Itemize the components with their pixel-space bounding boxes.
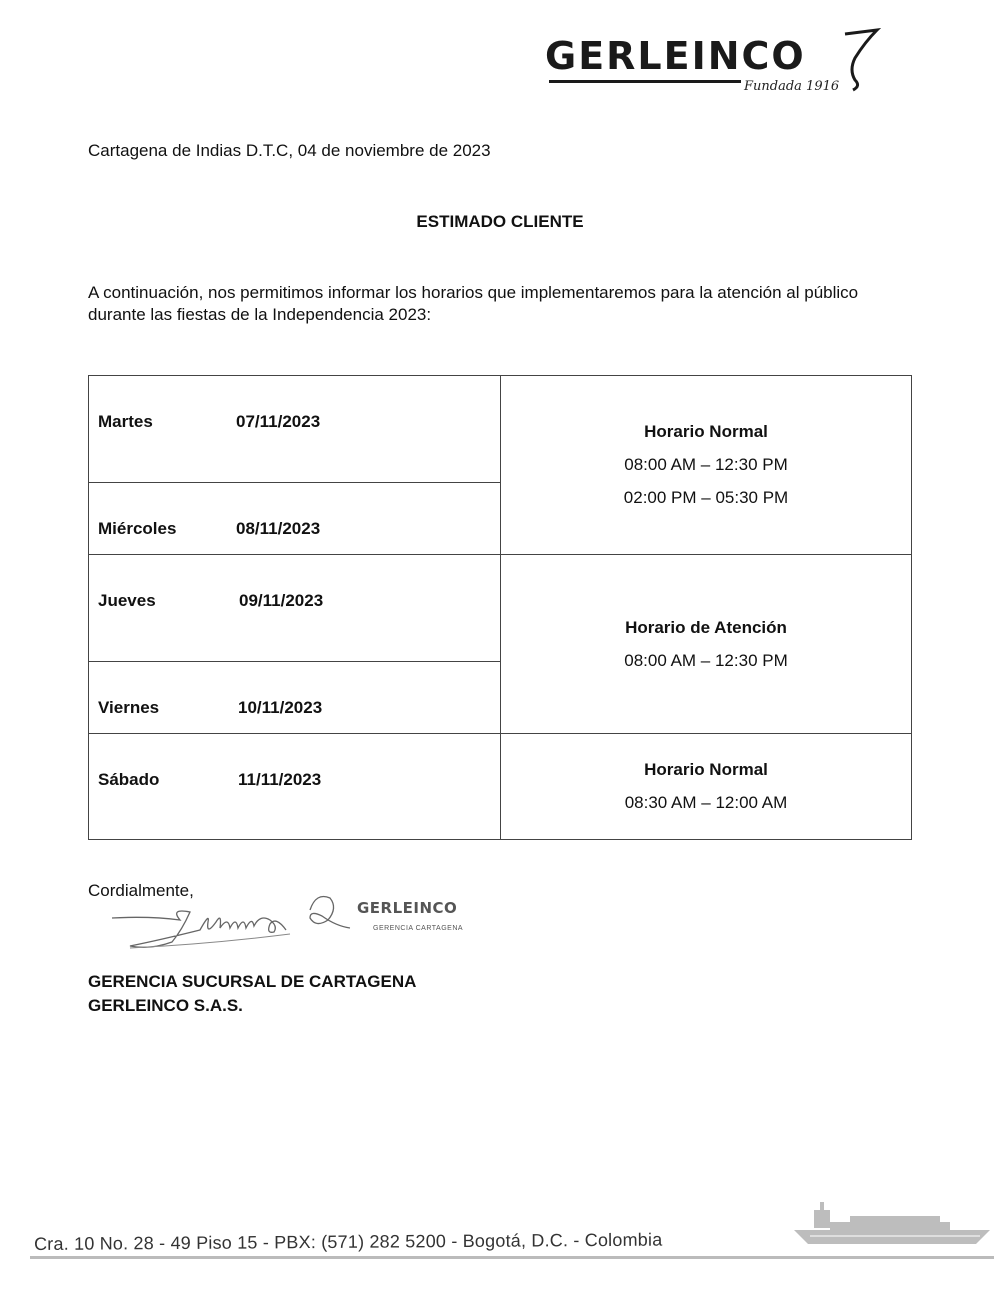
day-date: 09/11/2023	[239, 591, 324, 610]
hours-cell-atencion	[501, 555, 912, 734]
hours-range: 08:00 AM – 12:30 PM	[624, 455, 788, 474]
hours-title: Horario de Atención	[625, 617, 787, 637]
signer-company: GERLEINCO S.A.S.	[88, 996, 243, 1015]
day-name: Sábado	[98, 770, 160, 789]
logo-swoosh-icon	[841, 28, 881, 94]
day-name: Martes	[98, 412, 153, 431]
day-date: 07/11/2023	[236, 412, 321, 431]
hours-range: 08:00 AM – 12:30 PM	[624, 650, 788, 670]
stamp-subtitle: GERENCIA CARTAGENA	[373, 925, 464, 932]
salutation: Cordialmente,	[88, 881, 194, 900]
day-name: Viernes	[98, 698, 160, 717]
schedule-table	[88, 375, 912, 840]
logo-wordmark: GERLEINCO	[545, 34, 806, 78]
stamp-name: GERLEINCO	[357, 899, 458, 917]
day-cell-viernes	[89, 662, 501, 734]
day-date: 11/11/2023	[238, 770, 322, 789]
company-stamp	[355, 897, 470, 939]
day-cell-sabado	[89, 734, 501, 840]
day-date: 08/11/2023	[236, 519, 321, 538]
letter-intro: A continuación, nos permitimos informar los horarios que implementaremos para la atención al público durante las fiestas de la Independencia 2023:	[88, 283, 859, 324]
handwritten-signature	[110, 890, 360, 952]
day-name: Miércoles	[98, 519, 177, 538]
hours-title: Horario Normal	[644, 760, 768, 779]
day-date: 10/11/2023	[238, 698, 323, 717]
day-cell-martes	[89, 376, 501, 483]
footer-address: Cra. 10 No. 28 - 49 Piso 15 - PBX: (571) 282 5200 - Bogotá, D.C. - Colombia	[34, 1229, 663, 1254]
day-cell-jueves	[89, 555, 501, 662]
hours-range: 08:30 AM – 12:00 AM	[624, 793, 788, 812]
logo-tagline: Fundada 1916	[741, 79, 842, 94]
letter-date: Cartagena de Indias D.T.C, 04 de noviembre de 2023	[88, 141, 491, 160]
signer-block	[88, 970, 416, 1018]
letter-greeting: ESTIMADO CLIENTE	[416, 212, 584, 231]
ship-icon	[790, 1200, 995, 1258]
day-cell-miercoles	[89, 483, 501, 555]
hours-range: 02:00 PM – 05:30 PM	[623, 488, 789, 507]
day-name: Jueves	[98, 591, 156, 610]
signer-title: GERENCIA SUCURSAL DE CARTAGENA	[88, 972, 417, 991]
hours-title: Horario Normal	[644, 422, 768, 441]
hours-cell-sabado	[501, 734, 912, 840]
hours-cell-normal	[501, 376, 912, 555]
company-logo	[545, 28, 885, 96]
